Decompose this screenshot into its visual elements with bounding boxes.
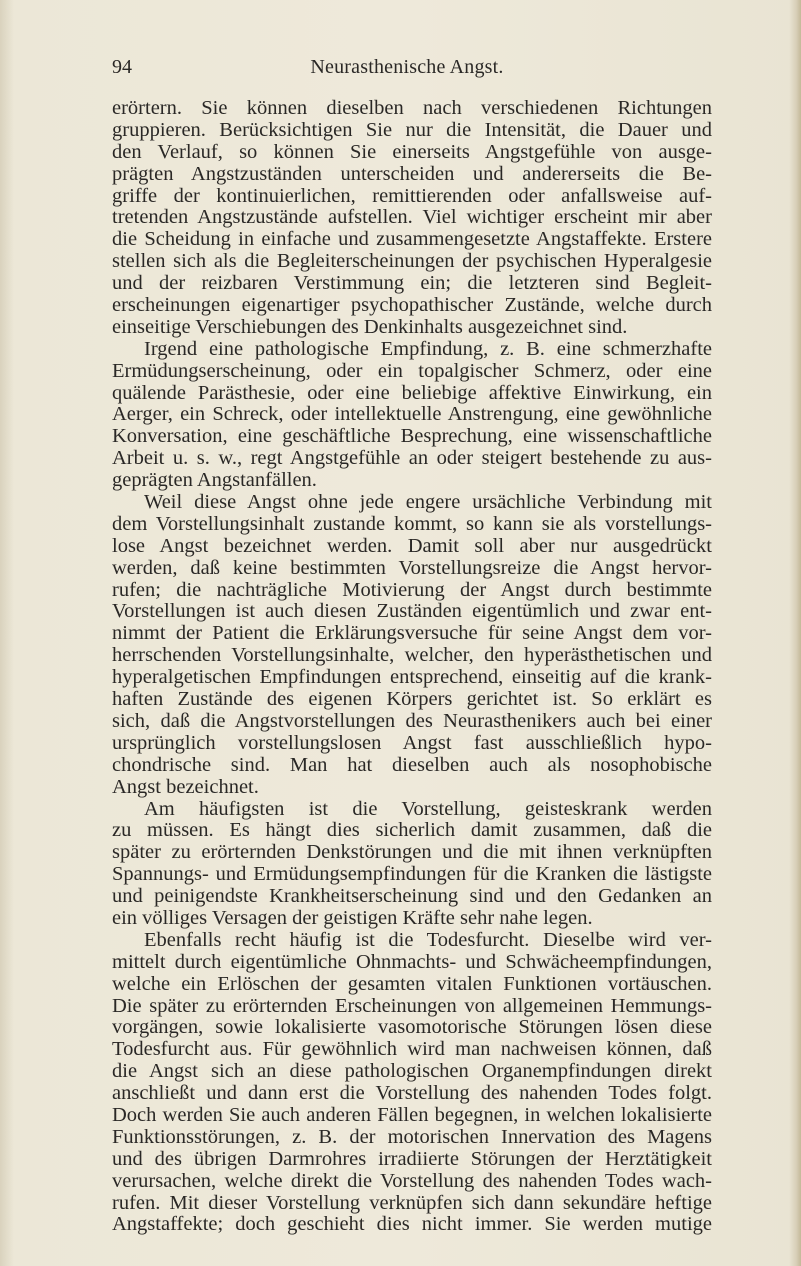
page-header — [112, 56, 702, 82]
text-line: chondrische sind. Man hat dieselben auch als nosophobische — [112, 753, 712, 776]
text-line: und peinigendste Krankheitserscheinung sind und den Gedanken an — [112, 885, 712, 908]
text-line: und der reizbaren Verstimmung ein; die letzteren sind Begleit- — [112, 272, 712, 295]
text-line: zu müssen. Es hängt dies sicherlich damit zusammen, daß die — [112, 819, 712, 842]
text-line: Funktionsstörungen, z. B. der motorischen Innervation des Magens — [112, 1125, 712, 1148]
text-line: einseitige Verschiebungen des Denkinhalts ausgezeichnet sind. — [112, 315, 628, 338]
text-line: Angstaffekte; doch geschieht dies nicht immer. Sie werden mutige — [112, 1213, 712, 1236]
text-line: Weil diese Angst ohne jede engere ursächliche Verbindung mit — [144, 491, 712, 514]
text-line: erörtern. Sie können dieselben nach verschiedenen Richtungen — [112, 97, 712, 119]
text-line: Spannungs- und Ermüdungsempfindungen für die Kranken die lästigste — [112, 863, 712, 886]
text-line: nimmt der Patient die Erklärungsversuche für seine Angst dem vor- — [112, 622, 712, 645]
text-line: prägten Angstzuständen unterscheiden und andererseits die Be- — [112, 162, 712, 185]
text-line: quälende Parästhesie, oder eine beliebige affektive Einwirkung, ein — [112, 381, 712, 404]
text-line: rufen; die nachträgliche Motivierung der Angst durch bestimmte — [112, 578, 712, 601]
text-line: anschließt und dann erst die Vorstellung des nahenden Todes folgt. — [112, 1082, 712, 1105]
text-line: geprägten Angstanfällen. — [112, 469, 317, 492]
text-line: und des übrigen Darmrohres irradiierte Störungen der Herztätigkeit — [112, 1147, 712, 1170]
text-line: lose Angst bezeichnet werden. Damit soll aber nur ausgedrückt — [112, 534, 712, 557]
text-line: Doch werden Sie auch anderen Fällen begegnen, in welchen lokalisierte — [112, 1103, 712, 1126]
page-gutter-shadow — [0, 0, 14, 1266]
text-line: später zu erörternden Denkstörungen und die mit ihnen verknüpften — [112, 841, 712, 864]
text-line: gruppieren. Berücksichtigen Sie nur die Intensität, die Dauer und — [112, 118, 712, 141]
text-line: welche ein Erlöschen der gesamten vitalen Funktionen vortäuschen. — [112, 972, 712, 995]
text-line: stellen sich als die Begleiterscheinungen der psychischen Hyperalgesie — [112, 250, 712, 273]
text-line: mittelt durch eigentümliche Ohnmachts- und Schwächeempfindungen, — [112, 950, 712, 973]
text-line: die Scheidung in einfache und zusammengesetzte Angstaffekte. Erstere — [112, 228, 712, 251]
text-line: Konversation, eine geschäftliche Besprechung, eine wissenschaftliche — [112, 425, 712, 448]
text-line: dem Vorstellungsinhalt zustande kommt, so kann sie als vorstellungs- — [112, 512, 712, 535]
text-line: Am häufigsten ist die Vorstellung, geisteskrank werden — [144, 797, 712, 820]
text-line: erscheinungen eigenartiger psychopathischer Zustände, welche durch — [112, 294, 712, 317]
text-line: den Verlauf, so können Sie einerseits Angstgefühle von ausge- — [112, 140, 712, 163]
text-line: sich, daß die Angstvorstellungen des Neurasthenikers auch bei einer — [112, 709, 712, 732]
text-line: verursachen, welche direkt die Vorstellung des nahenden Todes wach- — [112, 1169, 712, 1192]
text-line: die Angst sich an diese pathologischen Organempfindungen direkt — [112, 1060, 712, 1083]
text-line: werden, daß keine bestimmten Vorstellungsreize die Angst hervor- — [112, 556, 712, 579]
text-line: Die später zu erörternden Erscheinungen von allgemeinen Hemmungs- — [112, 994, 712, 1017]
text-line: Angst bezeichnet. — [112, 775, 259, 798]
text-line: hyperalgetischen Empfindungen entsprechend, einseitig auf die krank- — [112, 666, 712, 689]
text-line: Irgend eine pathologische Empfindung, z. B. eine schmerzhafte — [144, 337, 712, 360]
text-line: Ermüdungserscheinung, oder ein topalgischer Schmerz, oder eine — [112, 359, 712, 382]
text-line: ein völliges Versagen der geistigen Kräfte sehr nahe legen. — [112, 906, 593, 929]
text-line: rufen. Mit dieser Vorstellung verknüpfen sich dann sekundäre heftige — [112, 1191, 712, 1214]
text-line: vorgängen, sowie lokalisierte vasomotorische Störungen lösen diese — [112, 1016, 712, 1039]
page-number: 94 — [112, 56, 132, 78]
text-line: Todesfurcht aus. Für gewöhnlich wird man nachweisen können, daß — [112, 1038, 712, 1061]
body-text — [112, 98, 712, 1236]
text-line: Ebenfalls recht häufig ist die Todesfurcht. Dieselbe wird ver- — [144, 928, 712, 951]
text-line: tretenden Angstzustände aufstellen. Viel wichtiger erscheint mir aber — [112, 206, 712, 229]
text-line: ursprünglich vorstellungslosen Angst fast ausschließlich hypo- — [112, 731, 712, 754]
text-line: herrschenden Vorstellungsinhalte, welcher, den hyperästhetischen und — [112, 644, 712, 667]
running-head: Neurasthenische Angst. — [310, 56, 504, 78]
text-line: haften Zustände des eigenen Körpers gerichtet ist. So erklärt es — [112, 688, 712, 711]
text-line: Vorstellungen ist auch diesen Zuständen eigentümlich und zwar ent- — [112, 600, 712, 623]
page-edge-shadow — [789, 0, 801, 1266]
text-line: griffe der kontinuierlichen, remittierenden oder anfallsweise auf- — [112, 184, 712, 207]
text-line: Arbeit u. s. w., regt Angstgefühle an oder steigert bestehende zu aus- — [112, 447, 712, 470]
text-line: Aerger, ein Schreck, oder intellektuelle Anstrengung, eine gewöhnliche — [112, 403, 712, 426]
